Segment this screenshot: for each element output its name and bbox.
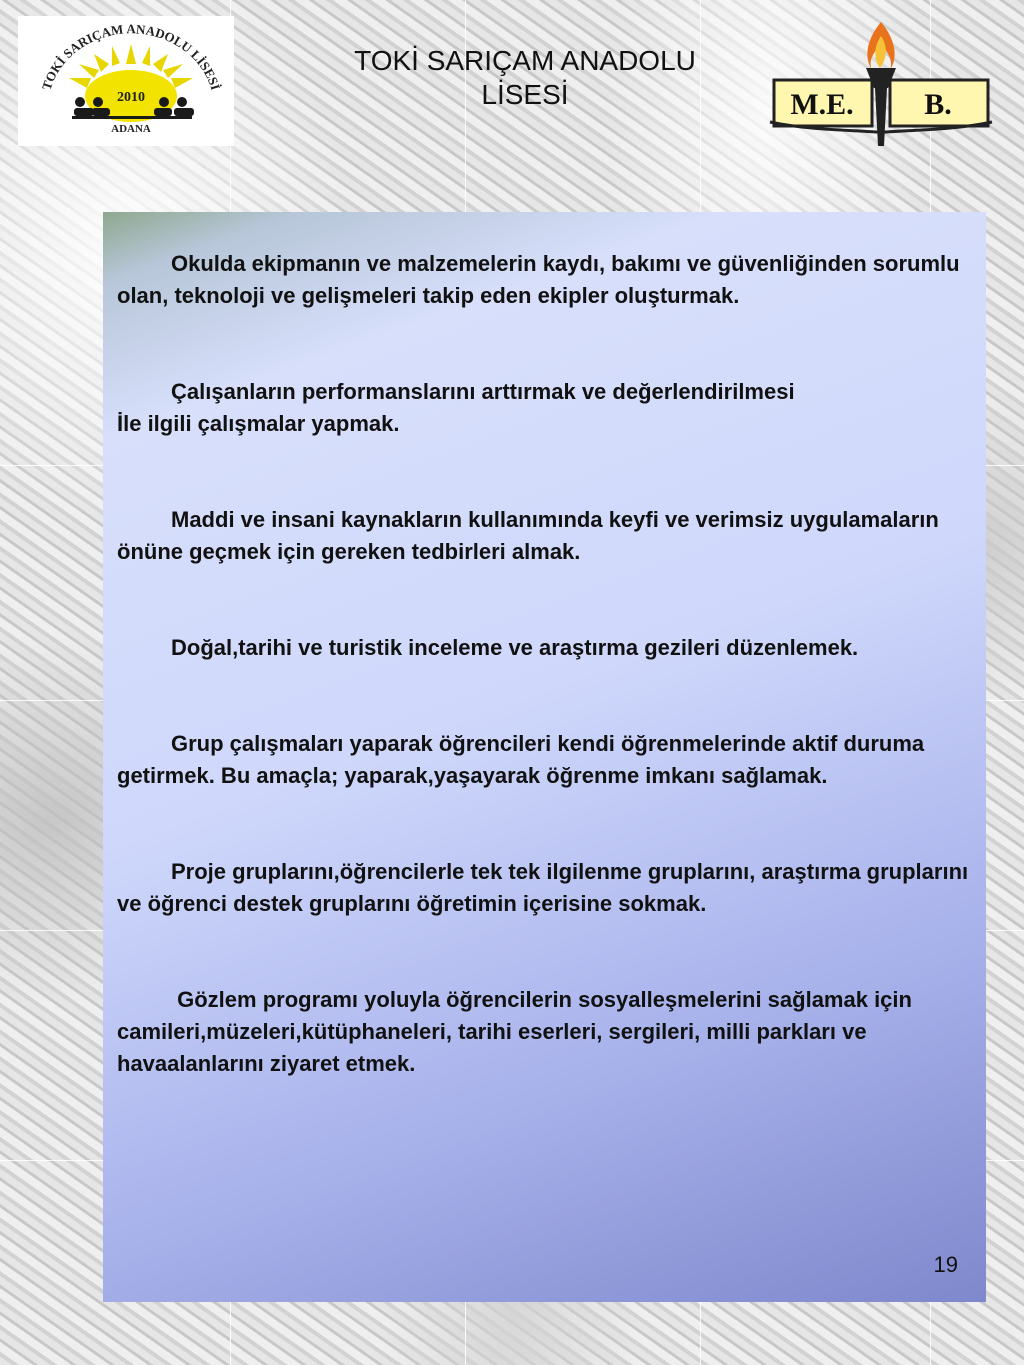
page-title (300, 44, 750, 112)
paragraph-project-groups: Proje gruplarını,öğrencilerle tek tek ilgilenme gruplarını, araştırma gruplarını ve öğrenci destek gruplarını öğretimin içerisine sokmak. (117, 859, 969, 916)
paragraph-observation: Gözlem programı yoluyla öğrencilerin sosyalleşmelerini sağlamak için camileri,müzeleri,kütüphaneleri, tarihi eserleri, sergileri, milli parkları ve havaalanlarını ziyaret etmek. (117, 987, 919, 1076)
paragraph-performance: Çalışanların performanslarını arttırmak ve değerlendirilmesi (171, 379, 795, 404)
school-logo (18, 16, 234, 146)
content-panel (103, 212, 986, 1302)
logo-arc-text: TOKİ SARIÇAM ANADOLU LİSESİ (38, 21, 224, 92)
meb-letters-right: B. (924, 88, 952, 121)
logo-city: ADANA (111, 123, 151, 135)
meb-logo (768, 18, 994, 150)
title-line-2: LİSESİ (481, 79, 569, 110)
page-number: 19 (933, 1252, 958, 1277)
paragraph-equipment: Okulda ekipmanın ve malzemelerin kaydı, bakımı ve güvenliğinden sorumlu olan, teknoloji ve gelişmeleri takip eden ekipler oluşturmak. (117, 251, 960, 308)
paragraph-group-work: Grup çalışmaları yaparak öğrencileri kendi öğrenmelerinde aktif duruma getirmek. Bu amaçla; yaparak,yaşayarak öğrenme imkanı sağlamak. (117, 731, 925, 788)
paragraph-trips: Doğal,tarihi ve turistik inceleme ve araştırma gezileri düzenlemek. (171, 635, 859, 660)
meb-letters-left: M.E. (790, 88, 854, 121)
torch-flame-icon (867, 22, 894, 70)
goals-list (117, 248, 977, 1080)
paragraph-performance-cont: İle ilgili çalışmalar yapmak. (117, 411, 400, 436)
logo-year: 2010 (117, 90, 145, 105)
title-line-1: TOKİ SARIÇAM ANADOLU (354, 45, 696, 76)
paragraph-resources: Maddi ve insani kaynakların kullanımında keyfi ve verimsiz uygulamaların önüne geçmek için gereken tedbirleri almak. (117, 507, 939, 564)
